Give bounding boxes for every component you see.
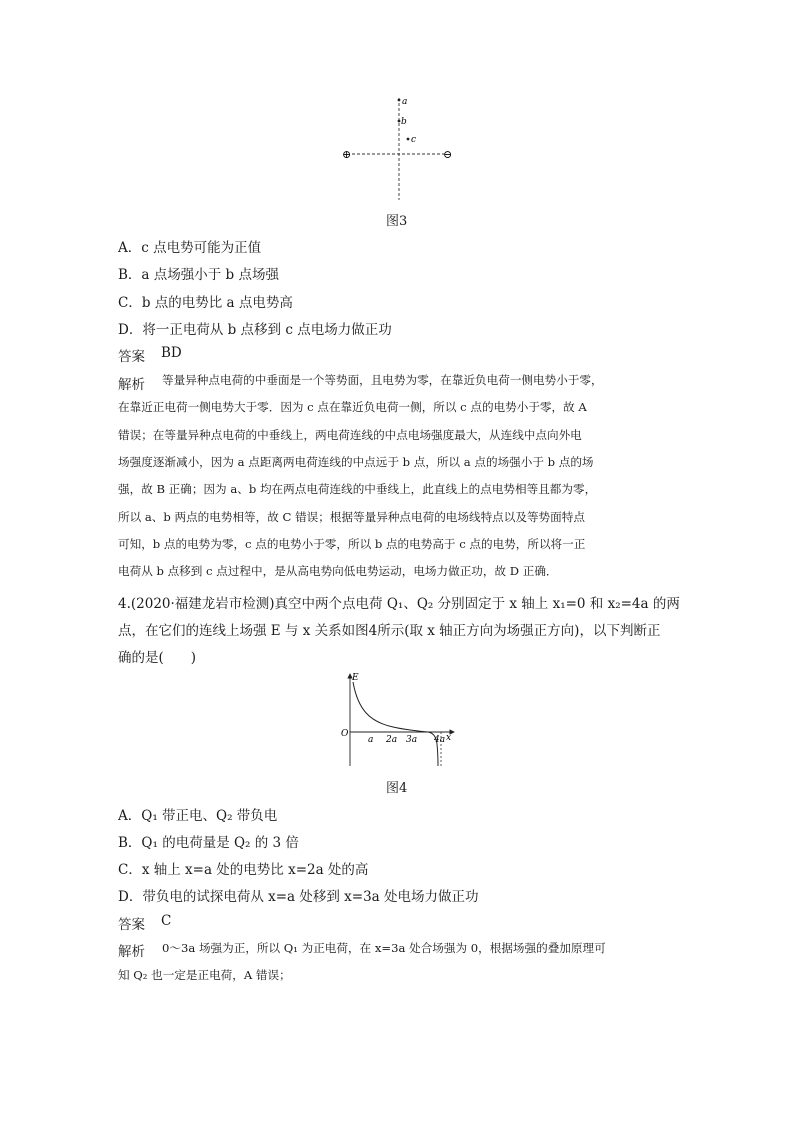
answer-label: 答案: [118, 349, 145, 365]
q4-answer-label: 答案: [118, 917, 145, 933]
label-a: a: [402, 97, 408, 107]
figure-4-caption: 图4: [386, 781, 408, 796]
figure-3-diagram: [336, 92, 460, 202]
q4-analysis-line-1: 0～3a 场强为正，所以 Q₁ 为正电荷，在 x=3a 处合场强为 0，根据场强的叠加原理可: [162, 941, 606, 955]
question-4-line-1: 4.(2020·福建龙岩市检测)真空中两个点电荷 Q₁、Q₂ 分别固定于 x 轴上 x₁=0 和 x₂=4a 的两: [118, 596, 680, 612]
option-d: D．将一正电荷从 b 点移到 c 点电场力做正功: [118, 322, 392, 338]
label-x: x: [446, 733, 452, 743]
option-b: B．a 点场强小于 b 点场强: [118, 267, 279, 283]
analysis-line-5: 强，故 B 正确；因为 a、b 均在两点电荷连线的中垂线上，此直线上的点电势相等且都为零，: [118, 482, 597, 496]
point-c: [407, 138, 410, 141]
point-a: [398, 99, 401, 102]
analysis-line-4: 场强度逐渐减小，因为 a 点距离两电荷连线的中点远于 b 点，所以 a 点的场强小于 b 点的场: [118, 455, 594, 469]
analysis-line-1: 等量异种点电荷的中垂面是一个等势面，且电势为零，在靠近负电荷一侧电势小于零，: [162, 373, 603, 387]
label-c: c: [411, 135, 417, 145]
question-4-line-2: 点，在它们的连线上场强 E 与 x 关系如图4所示(取 x 轴正方向为场强正方向)，以下判断正: [118, 623, 661, 639]
tick-3a: 3a: [406, 735, 418, 745]
analysis-line-6: 所以 a、b 两点的电势相等，故 C 错误；根据等量异种点电荷的电场线特点以及等势面特点: [118, 510, 585, 524]
option-c: C．b 点的电势比 a 点电势高: [118, 295, 293, 311]
analysis-line-7: 可知，b 点的电势为零，c 点的电势小于零，所以 b 点的电势高于 c 点的电势，所以将一正: [118, 537, 586, 551]
q4-answer-value: C: [161, 913, 172, 929]
tick-4a: 4a: [434, 735, 446, 745]
label-origin: O: [341, 729, 349, 739]
question-4-line-3: 确的是( ): [118, 650, 197, 666]
label-e: E: [352, 673, 359, 683]
figure-4-graph: [338, 670, 458, 770]
point-b: [398, 120, 401, 123]
figure-3-caption: 图3: [386, 214, 408, 229]
q4-option-d: D．带负电的试探电荷从 x=a 处移到 x=3a 处电场力做正功: [118, 889, 479, 905]
analysis-line-8: 电荷从 b 点移到 c 点过程中，是从高电势向低电势运动，电场力做正功，故 D 正确．: [118, 564, 558, 578]
negative-charge-icon: ⊖: [443, 148, 453, 161]
tick-a: a: [368, 735, 374, 745]
analysis-label: 解析: [118, 377, 145, 393]
q4-analysis-label: 解析: [118, 944, 145, 960]
q4-option-a: A．Q₁ 带正电、Q₂ 带负电: [118, 808, 278, 824]
answer-value: BD: [161, 345, 182, 361]
e-curve-left: [353, 682, 438, 766]
q4-option-b: B．Q₁ 的电荷量是 Q₂ 的 3 倍: [118, 835, 299, 851]
label-b: b: [401, 117, 407, 127]
analysis-line-3: 错误；在等量异种点电荷的中垂线上，两电荷连线的中点电场强度最大，从连线中点向外电: [118, 428, 582, 442]
option-a: A．c 点电势可能为正值: [118, 240, 262, 256]
tick-2a: 2a: [386, 735, 398, 745]
positive-charge-icon: ⊕: [342, 148, 352, 161]
analysis-line-2: 在靠近正电荷一侧电势大于零．因为 c 点在靠近负电荷一侧，所以 c 点的电势小于零，故 A: [118, 400, 587, 414]
q4-analysis-line-2: 知 Q₂ 也一定是正电荷，A 错误；: [118, 968, 291, 982]
q4-option-c: C．x 轴上 x=a 处的电势比 x=2a 处的高: [118, 862, 369, 878]
